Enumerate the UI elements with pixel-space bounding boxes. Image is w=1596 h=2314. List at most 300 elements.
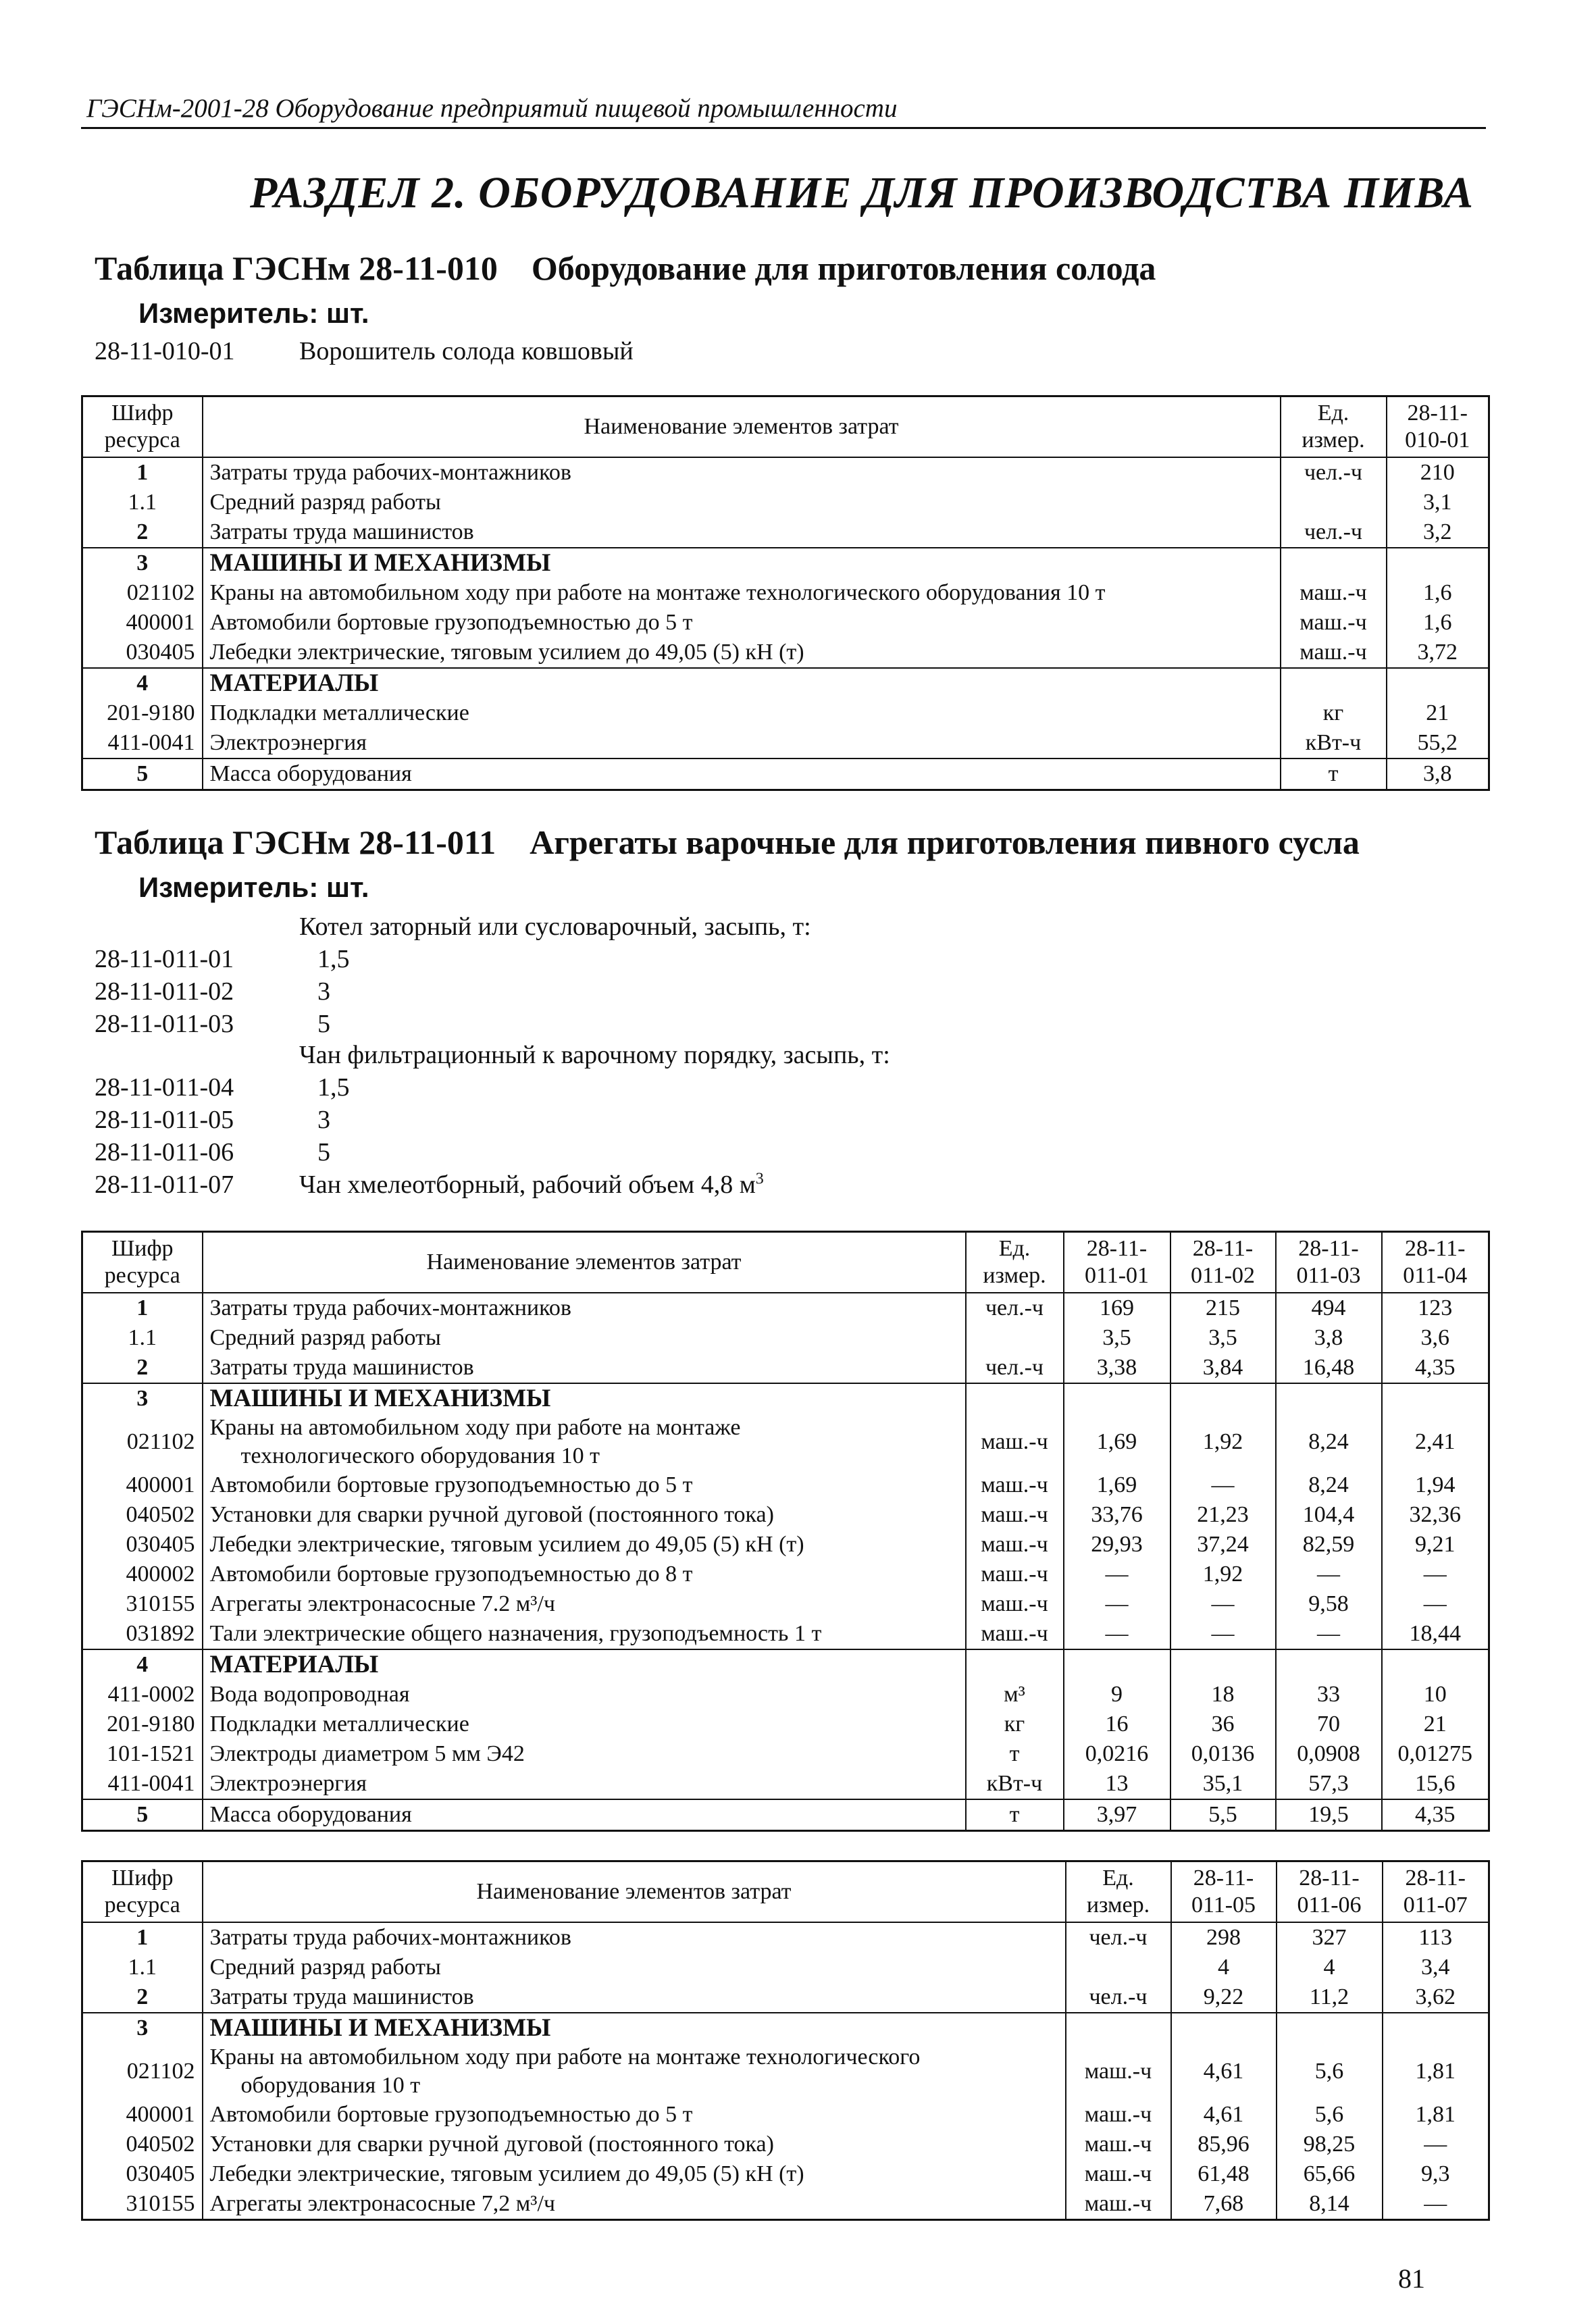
- cost-element-name: Масса оборудования: [203, 1799, 966, 1831]
- table-row: [82, 2013, 1489, 2043]
- table-row: [82, 1680, 1489, 1709]
- resource-code: 1: [82, 457, 203, 488]
- col-header-name: Наименование элементов затрат: [203, 1861, 1066, 1923]
- value-cell: 13: [1064, 1769, 1170, 1799]
- table2-intro1: Котел заторный или сусловарочный, засыпь, т:: [299, 912, 811, 941]
- resource-code: 310155: [82, 1589, 203, 1619]
- table1-title-name: Оборудование для приготовления солода: [531, 249, 1156, 287]
- unit-cell: кг: [966, 1709, 1064, 1739]
- value-cell: 33,76: [1064, 1500, 1170, 1530]
- item-value: 5: [317, 1138, 330, 1166]
- table-row: [82, 578, 1489, 608]
- value-cell: [1276, 1383, 1382, 1414]
- resource-code: 021102: [82, 578, 203, 608]
- table-row: [82, 1293, 1489, 1323]
- table-row: [82, 668, 1489, 698]
- resource-code: 2: [82, 1353, 203, 1383]
- unit-cell: [1066, 1953, 1171, 1982]
- table1-title-code: Таблица ГЭСНм 28-11-010: [95, 249, 498, 287]
- value-cell: 21: [1382, 1709, 1489, 1739]
- unit-cell: кг: [1281, 698, 1387, 728]
- table3: [81, 1860, 1490, 2221]
- cost-element-name: МАШИНЫ И МЕХАНИЗМЫ: [203, 1383, 966, 1414]
- cost-element-name: Электроэнергия: [203, 1769, 966, 1799]
- table-row: [82, 608, 1489, 638]
- value-cell: [1171, 2013, 1277, 2043]
- col-header-value: 28-11- 011-02: [1170, 1232, 1276, 1293]
- resource-code: 400001: [82, 1470, 203, 1500]
- col-header-value: 28-11- 011-07: [1383, 1861, 1489, 1923]
- col-header-code: Шифр ресурса: [82, 1861, 203, 1923]
- value-cell: 36: [1170, 1709, 1276, 1739]
- value-cell: 104,4: [1276, 1500, 1382, 1530]
- value-cell: 4,35: [1382, 1799, 1489, 1831]
- resource-code: 3: [82, 1383, 203, 1414]
- value-cell: 65,66: [1277, 2159, 1383, 2189]
- table-row: [82, 457, 1489, 488]
- value-cell: 113: [1383, 1922, 1489, 1953]
- value-cell: [1382, 1383, 1489, 1414]
- value-cell: 3,97: [1064, 1799, 1170, 1831]
- cost-element-name: Подкладки металлические: [203, 698, 1281, 728]
- value-cell: 0,01275: [1382, 1739, 1489, 1769]
- resource-code: 2: [82, 1982, 203, 2013]
- value-cell: —: [1170, 1589, 1276, 1619]
- table-row: [82, 517, 1489, 548]
- value-cell: 8,14: [1277, 2189, 1383, 2220]
- cost-element-name: Затраты труда рабочих-монтажников: [203, 457, 1281, 488]
- resource-code: 5: [82, 759, 203, 790]
- value-cell: 98,25: [1277, 2130, 1383, 2159]
- value-cell: 1,94: [1382, 1470, 1489, 1500]
- value-cell: 15,6: [1382, 1769, 1489, 1799]
- cost-element-name: Установки для сварки ручной дуговой (постоянного тока): [203, 2130, 1066, 2159]
- col-header-name: Наименование элементов затрат: [203, 396, 1281, 458]
- value-cell: 16,48: [1276, 1353, 1382, 1383]
- value-cell: 9,58: [1276, 1589, 1382, 1619]
- value-cell: 0,0908: [1276, 1739, 1382, 1769]
- table1-item-name: Ворошитель солода ковшовый: [299, 337, 634, 365]
- value-cell: 9,3: [1383, 2159, 1489, 2189]
- value-cell: —: [1382, 1560, 1489, 1589]
- unit-cell: маш.-ч: [1281, 638, 1387, 668]
- value-cell: [1382, 1649, 1489, 1680]
- value-cell: 16: [1064, 1709, 1170, 1739]
- value-cell: [1064, 1383, 1170, 1414]
- resource-code: 5: [82, 1799, 203, 1831]
- table-row: [82, 1470, 1489, 1500]
- resource-code: 310155: [82, 2189, 203, 2220]
- resource-code: 021102: [82, 1414, 203, 1470]
- col-header-unit: Ед. измер.: [1281, 396, 1387, 458]
- cost-element-name: Масса оборудования: [203, 759, 1281, 790]
- table-row: [82, 1799, 1489, 1831]
- value-cell: 10: [1382, 1680, 1489, 1709]
- value-cell: 210: [1387, 457, 1489, 488]
- value-cell: [1064, 1649, 1170, 1680]
- item-value: 1,5: [317, 1073, 350, 1102]
- cost-element-name: Средний разряд работы: [203, 1953, 1066, 1982]
- resource-code: 411-0041: [82, 728, 203, 759]
- resource-code: 400001: [82, 608, 203, 638]
- resource-code: 101-1521: [82, 1739, 203, 1769]
- col-header-value: 28-11- 011-06: [1277, 1861, 1383, 1923]
- value-cell: 85,96: [1171, 2130, 1277, 2159]
- unit-cell: [966, 1649, 1064, 1680]
- value-cell: 21: [1387, 698, 1489, 728]
- resource-code: 031892: [82, 1619, 203, 1649]
- value-cell: [1170, 1649, 1276, 1680]
- value-cell: 1,92: [1170, 1414, 1276, 1470]
- value-cell: [1276, 1649, 1382, 1680]
- table-row: [82, 1953, 1489, 1982]
- resource-code: 1: [82, 1293, 203, 1323]
- table-row: [82, 698, 1489, 728]
- value-cell: —: [1064, 1560, 1170, 1589]
- value-cell: 4,61: [1171, 2100, 1277, 2130]
- unit-cell: маш.-ч: [1066, 2100, 1171, 2130]
- value-cell: —: [1170, 1470, 1276, 1500]
- value-cell: 18,44: [1382, 1619, 1489, 1649]
- table-row: [82, 488, 1489, 517]
- value-cell: 1,6: [1387, 608, 1489, 638]
- unit-cell: маш.-ч: [966, 1530, 1064, 1560]
- table-row: [82, 2189, 1489, 2220]
- table2-measure: Измеритель: шт.: [138, 871, 369, 903]
- cost-element-name: Краны на автомобильном ходу при работе на монтаже технологического оборудования 10 т: [203, 578, 1281, 608]
- table-row: [82, 1982, 1489, 2013]
- page-number: 81: [1398, 2263, 1425, 2294]
- value-cell: 4: [1171, 1953, 1277, 1982]
- cost-element-name: Лебедки электрические, тяговым усилием до 49,05 (5) кН (т): [203, 638, 1281, 668]
- resource-code: 030405: [82, 638, 203, 668]
- table-row: [82, 2100, 1489, 2130]
- item-code: 28-11-011-05: [95, 1106, 234, 1134]
- table-row: [82, 1414, 1489, 1470]
- table-row: [82, 1709, 1489, 1739]
- table-row: [82, 548, 1489, 578]
- value-cell: 1,92: [1170, 1560, 1276, 1589]
- running-header: ГЭСНм-2001-28 Оборудование предприятий пищевой промышленности: [86, 94, 898, 123]
- item-value: 5: [317, 1010, 330, 1038]
- value-cell: 0,0216: [1064, 1739, 1170, 1769]
- cost-element-name: Автомобили бортовые грузоподъемностью до 5 т: [203, 2100, 1066, 2130]
- resource-code: 1.1: [82, 1953, 203, 1982]
- unit-cell: маш.-ч: [1066, 2159, 1171, 2189]
- value-cell: —: [1276, 1619, 1382, 1649]
- table2-item7-name: Чан хмелеотборный, рабочий объем 4,8 $м^3$: [299, 1170, 764, 1199]
- cost-element-name: Краны на автомобильном ходу при работе на монтаже технологического оборудования 10 т: [203, 2043, 1066, 2100]
- cost-element-name: Электроэнергия: [203, 728, 1281, 759]
- value-cell: 9: [1064, 1680, 1170, 1709]
- resource-code: 040502: [82, 1500, 203, 1530]
- value-cell: 298: [1171, 1922, 1277, 1953]
- item-code: 28-11-011-06: [95, 1138, 234, 1166]
- unit-cell: чел.-ч: [1281, 517, 1387, 548]
- cost-element-name: Автомобили бортовые грузоподъемностью до 5 т: [203, 608, 1281, 638]
- value-cell: 9,22: [1171, 1982, 1277, 2013]
- table-row: [82, 2043, 1489, 2100]
- value-cell: 3,2: [1387, 517, 1489, 548]
- value-cell: 3,62: [1383, 1982, 1489, 2013]
- value-cell: 1,81: [1383, 2043, 1489, 2100]
- table2-item7-code: 28-11-011-07: [95, 1171, 234, 1199]
- unit-cell: маш.-ч: [1066, 2130, 1171, 2159]
- unit-cell: маш.-ч: [966, 1589, 1064, 1619]
- unit-cell: кВт-ч: [966, 1769, 1064, 1799]
- table-row: [82, 1383, 1489, 1414]
- value-cell: 55,2: [1387, 728, 1489, 759]
- table-row: [82, 2130, 1489, 2159]
- unit-cell: маш.-ч: [966, 1414, 1064, 1470]
- resource-code: 411-0002: [82, 1680, 203, 1709]
- unit-cell: т: [1281, 759, 1387, 790]
- value-cell: 3,1: [1387, 488, 1489, 517]
- header-rule: [81, 127, 1486, 129]
- item-code: 28-11-011-02: [95, 977, 234, 1006]
- value-cell: 8,24: [1276, 1470, 1382, 1500]
- value-cell: 8,24: [1276, 1414, 1382, 1470]
- unit-cell: маш.-ч: [966, 1470, 1064, 1500]
- table-row: [82, 728, 1489, 759]
- table1: [81, 395, 1490, 791]
- value-cell: 5,5: [1170, 1799, 1276, 1831]
- table1-title: [95, 249, 1156, 288]
- value-cell: 18: [1170, 1680, 1276, 1709]
- cost-element-name: Агрегаты электронасосные 7,2 м³/ч: [203, 2189, 1066, 2220]
- table-row: [82, 1619, 1489, 1649]
- resource-code: 3: [82, 548, 203, 578]
- cost-element-name: Краны на автомобильном ходу при работе на монтаже технологического оборудования 10 т: [203, 1414, 966, 1470]
- value-cell: 3,72: [1387, 638, 1489, 668]
- table2-title: [95, 823, 1360, 862]
- value-cell: 32,36: [1382, 1500, 1489, 1530]
- value-cell: —: [1064, 1619, 1170, 1649]
- table-row: [82, 1530, 1489, 1560]
- table-row: [82, 1769, 1489, 1799]
- table-row: [82, 1739, 1489, 1769]
- resource-code: 3: [82, 2013, 203, 2043]
- table-row: [82, 638, 1489, 668]
- cost-element-name: Лебедки электрические, тяговым усилием до 49,05 (5) кН (т): [203, 2159, 1066, 2189]
- unit-cell: кВт-ч: [1281, 728, 1387, 759]
- value-cell: 35,1: [1170, 1769, 1276, 1799]
- value-cell: —: [1382, 1589, 1489, 1619]
- cost-element-name: Затраты труда машинистов: [203, 1982, 1066, 2013]
- table-row: [82, 1922, 1489, 1953]
- table-row: [82, 2159, 1489, 2189]
- resource-code: 4: [82, 1649, 203, 1680]
- col-header-value: 28-11- 011-03: [1276, 1232, 1382, 1293]
- cost-element-name: Затраты труда машинистов: [203, 1353, 966, 1383]
- table2-title-code: Таблица ГЭСНм 28-11-011: [95, 823, 496, 861]
- resource-code: 030405: [82, 2159, 203, 2189]
- resource-code: 021102: [82, 2043, 203, 2100]
- col-header-value: 28-11- 011-04: [1382, 1232, 1489, 1293]
- resource-code: 040502: [82, 2130, 203, 2159]
- value-cell: [1383, 2013, 1489, 2043]
- cost-element-name: МАТЕРИАЛЫ: [203, 668, 1281, 698]
- value-cell: —: [1170, 1619, 1276, 1649]
- table2-intro2: Чан фильтрационный к варочному порядку, засыпь, т:: [299, 1041, 890, 1069]
- cost-element-name: Затраты труда машинистов: [203, 517, 1281, 548]
- section-title: РАЗДЕЛ 2. ОБОРУДОВАНИЕ ДЛЯ ПРОИЗВОДСТВА ПИВА: [250, 168, 1474, 217]
- unit-cell: [1066, 2013, 1171, 2043]
- unit-cell: м³: [966, 1680, 1064, 1709]
- value-cell: 1,6: [1387, 578, 1489, 608]
- item-value: 1,5: [317, 945, 350, 973]
- value-cell: 61,48: [1171, 2159, 1277, 2189]
- value-cell: 70: [1276, 1709, 1382, 1739]
- cost-element-name: Тали электрические общего назначения, грузоподъемность 1 т: [203, 1619, 966, 1649]
- unit-cell: маш.-ч: [1066, 2189, 1171, 2220]
- value-cell: 3,38: [1064, 1353, 1170, 1383]
- unit-cell: чел.-ч: [966, 1353, 1064, 1383]
- resource-code: 1.1: [82, 1323, 203, 1353]
- table-row: [82, 1589, 1489, 1619]
- unit-cell: чел.-ч: [966, 1293, 1064, 1323]
- cost-element-name: Электроды диаметром 5 мм Э42: [203, 1739, 966, 1769]
- table-row: [82, 1560, 1489, 1589]
- resource-code: 4: [82, 668, 203, 698]
- col-header-value: 28-11- 011-05: [1171, 1861, 1277, 1923]
- cost-element-name: Автомобили бортовые грузоподъемностью до 8 т: [203, 1560, 966, 1589]
- cost-element-name: Агрегаты электронасосные 7.2 м³/ч: [203, 1589, 966, 1619]
- value-cell: 5,6: [1277, 2100, 1383, 2130]
- value-cell: [1277, 2013, 1383, 2043]
- item-code: 28-11-011-04: [95, 1073, 234, 1102]
- col-header-name: Наименование элементов затрат: [203, 1232, 966, 1293]
- value-cell: 3,8: [1276, 1323, 1382, 1353]
- resource-code: 411-0041: [82, 1769, 203, 1799]
- item-code: 28-11-011-03: [95, 1010, 234, 1038]
- cost-element-name: Лебедки электрические, тяговым усилием до 49,05 (5) кН (т): [203, 1530, 966, 1560]
- col-header-value: 28-11- 010-01: [1387, 396, 1489, 458]
- value-cell: —: [1276, 1560, 1382, 1589]
- table2-title-name: Агрегаты варочные для приготовления пивного сусла: [530, 823, 1360, 861]
- value-cell: 29,93: [1064, 1530, 1170, 1560]
- resource-code: 400002: [82, 1560, 203, 1589]
- value-cell: 7,68: [1171, 2189, 1277, 2220]
- col-header-value: 28-11- 011-01: [1064, 1232, 1170, 1293]
- value-cell: 169: [1064, 1293, 1170, 1323]
- value-cell: [1170, 1383, 1276, 1414]
- cost-element-name: Затраты труда рабочих-монтажников: [203, 1293, 966, 1323]
- value-cell: 1,81: [1383, 2100, 1489, 2130]
- unit-cell: [966, 1323, 1064, 1353]
- value-cell: 4: [1277, 1953, 1383, 1982]
- value-cell: 4,61: [1171, 2043, 1277, 2100]
- col-header-code: Шифр ресурса: [82, 1232, 203, 1293]
- value-cell: 3,5: [1170, 1323, 1276, 1353]
- value-cell: 11,2: [1277, 1982, 1383, 2013]
- unit-cell: [1281, 488, 1387, 517]
- unit-cell: чел.-ч: [1066, 1982, 1171, 2013]
- value-cell: 9,21: [1382, 1530, 1489, 1560]
- cost-element-name: Вода водопроводная: [203, 1680, 966, 1709]
- unit-cell: т: [966, 1739, 1064, 1769]
- resource-code: 400001: [82, 2100, 203, 2130]
- unit-cell: маш.-ч: [966, 1560, 1064, 1589]
- col-header-unit: Ед. измер.: [966, 1232, 1064, 1293]
- value-cell: 327: [1277, 1922, 1383, 1953]
- table-row: [82, 1323, 1489, 1353]
- resource-code: 030405: [82, 1530, 203, 1560]
- unit-cell: чел.-ч: [1066, 1922, 1171, 1953]
- value-cell: 4,35: [1382, 1353, 1489, 1383]
- col-header-unit: Ед. измер.: [1066, 1861, 1171, 1923]
- value-cell: 1,69: [1064, 1414, 1170, 1470]
- cost-element-name: МАШИНЫ И МЕХАНИЗМЫ: [203, 2013, 1066, 2043]
- unit-cell: маш.-ч: [966, 1500, 1064, 1530]
- cost-element-name: Установки для сварки ручной дуговой (постоянного тока): [203, 1500, 966, 1530]
- resource-code: 201-9180: [82, 698, 203, 728]
- unit-cell: [1281, 668, 1387, 698]
- value-cell: 57,3: [1276, 1769, 1382, 1799]
- cost-element-name: МАТЕРИАЛЫ: [203, 1649, 966, 1680]
- table-row: [82, 1353, 1489, 1383]
- unit-cell: маш.-ч: [1281, 608, 1387, 638]
- cost-element-name: Средний разряд работы: [203, 488, 1281, 517]
- item-value: 3: [317, 1106, 330, 1134]
- value-cell: —: [1383, 2130, 1489, 2159]
- value-cell: 215: [1170, 1293, 1276, 1323]
- cost-element-name: Затраты труда рабочих-монтажников: [203, 1922, 1066, 1953]
- cost-element-name: Подкладки металлические: [203, 1709, 966, 1739]
- value-cell: 19,5: [1276, 1799, 1382, 1831]
- value-cell: 2,41: [1382, 1414, 1489, 1470]
- table-row: [82, 759, 1489, 790]
- value-cell: —: [1383, 2189, 1489, 2220]
- value-cell: 1,69: [1064, 1470, 1170, 1500]
- value-cell: 494: [1276, 1293, 1382, 1323]
- table-row: [82, 1649, 1489, 1680]
- table1-item-code: 28-11-010-01: [95, 337, 235, 365]
- unit-cell: [1281, 548, 1387, 578]
- value-cell: [1387, 668, 1489, 698]
- cost-element-name: МАШИНЫ И МЕХАНИЗМЫ: [203, 548, 1281, 578]
- value-cell: 37,24: [1170, 1530, 1276, 1560]
- unit-cell: маш.-ч: [1281, 578, 1387, 608]
- col-header-code: Шифр ресурса: [82, 396, 203, 458]
- value-cell: 33: [1276, 1680, 1382, 1709]
- item-value: 3: [317, 977, 330, 1006]
- value-cell: [1387, 548, 1489, 578]
- unit-cell: т: [966, 1799, 1064, 1831]
- table2: [81, 1231, 1490, 1832]
- value-cell: 3,84: [1170, 1353, 1276, 1383]
- unit-cell: маш.-ч: [1066, 2043, 1171, 2100]
- value-cell: 82,59: [1276, 1530, 1382, 1560]
- unit-cell: маш.-ч: [966, 1619, 1064, 1649]
- value-cell: 3,8: [1387, 759, 1489, 790]
- resource-code: 2: [82, 517, 203, 548]
- value-cell: 3,4: [1383, 1953, 1489, 1982]
- value-cell: 0,0136: [1170, 1739, 1276, 1769]
- value-cell: 123: [1382, 1293, 1489, 1323]
- resource-code: 1: [82, 1922, 203, 1953]
- value-cell: —: [1064, 1589, 1170, 1619]
- item-code: 28-11-011-01: [95, 945, 234, 973]
- unit-cell: [966, 1383, 1064, 1414]
- unit-cell: чел.-ч: [1281, 457, 1387, 488]
- resource-code: 201-9180: [82, 1709, 203, 1739]
- value-cell: 3,6: [1382, 1323, 1489, 1353]
- value-cell: 5,6: [1277, 2043, 1383, 2100]
- value-cell: 3,5: [1064, 1323, 1170, 1353]
- cost-element-name: Средний разряд работы: [203, 1323, 966, 1353]
- cost-element-name: Автомобили бортовые грузоподъемностью до 5 т: [203, 1470, 966, 1500]
